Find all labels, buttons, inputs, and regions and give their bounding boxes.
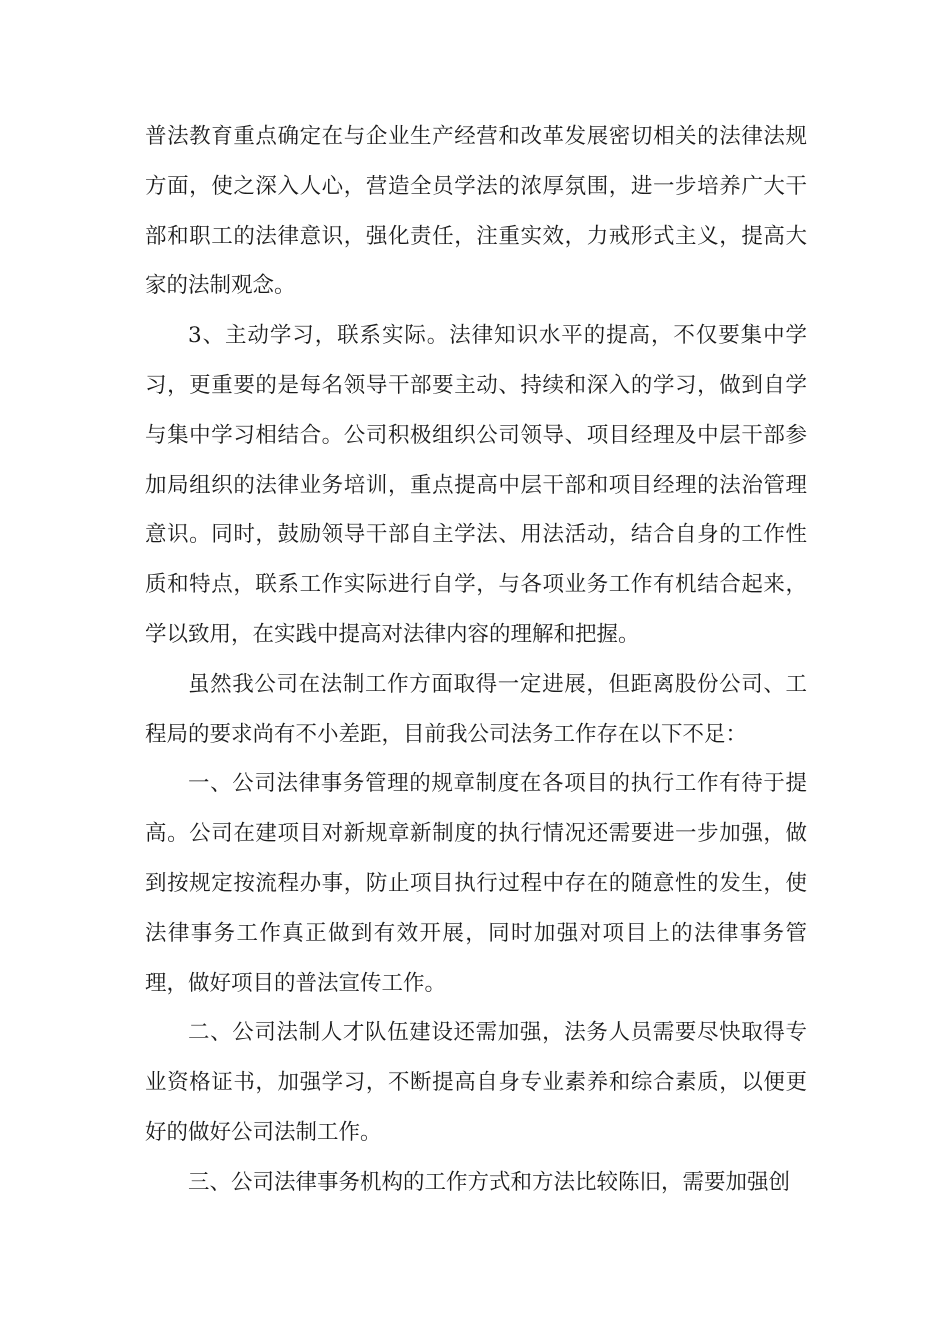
document-body — [145, 112, 807, 1208]
paragraph-1: 普法教育重点确定在与企业生产经营和改革发展密切相关的法律法规方面，使之深入人心，营造全员学法的浓厚氛围，进一步培养广大干部和职工的法律意识，强化责任，注重实效，力戒形式主义，提高大家的法制观念。 — [145, 124, 807, 299]
paragraph-5: 二、公司法制人才队伍建设还需加强，法务人员需要尽快取得专业资格证书，加强学习，不断提高自身专业素养和综合素质，以便更好的做好公司法制工作。 — [145, 1020, 807, 1145]
paragraph-6: 三、公司法律事务机构的工作方式和方法比较陈旧，需要加强创 — [188, 1169, 791, 1195]
paragraph-3: 虽然我公司在法制工作方面取得一定进展，但距离股份公司、工程局的要求尚有不小差距，目前我公司法务工作存在以下不足： — [145, 671, 807, 747]
paragraph-4: 一、公司法律事务管理的规章制度在各项目的执行工作有待于提高。公司在建项目对新规章新制度的执行情况还需要进一步加强，做到按规定按流程办事，防止项目执行过程中存在的随意性的发生，使法律事务工作真正做到有效开展，同时加强对项目上的法律事务管理，做好项目的普法宣传工作。 — [145, 771, 807, 996]
paragraph-2: 3、主动学习，联系实际。法律知识水平的提高，不仅要集中学习，更重要的是每名领导干部要主动、持续和深入的学习，做到自学与集中学习相结合。公司积极组织公司领导、项目经理及中层干部参加局组织的法律业务培训，重点提高中层干部和项目经理的法治管理意识。同时，鼓励领导干部自主学法、用法活动，结合自身的工作性质和特点，联系工作实际进行自学，与各项业务工作有机结合起来，学以致用，在实践中提高对法律内容的理解和把握。 — [145, 323, 807, 647]
